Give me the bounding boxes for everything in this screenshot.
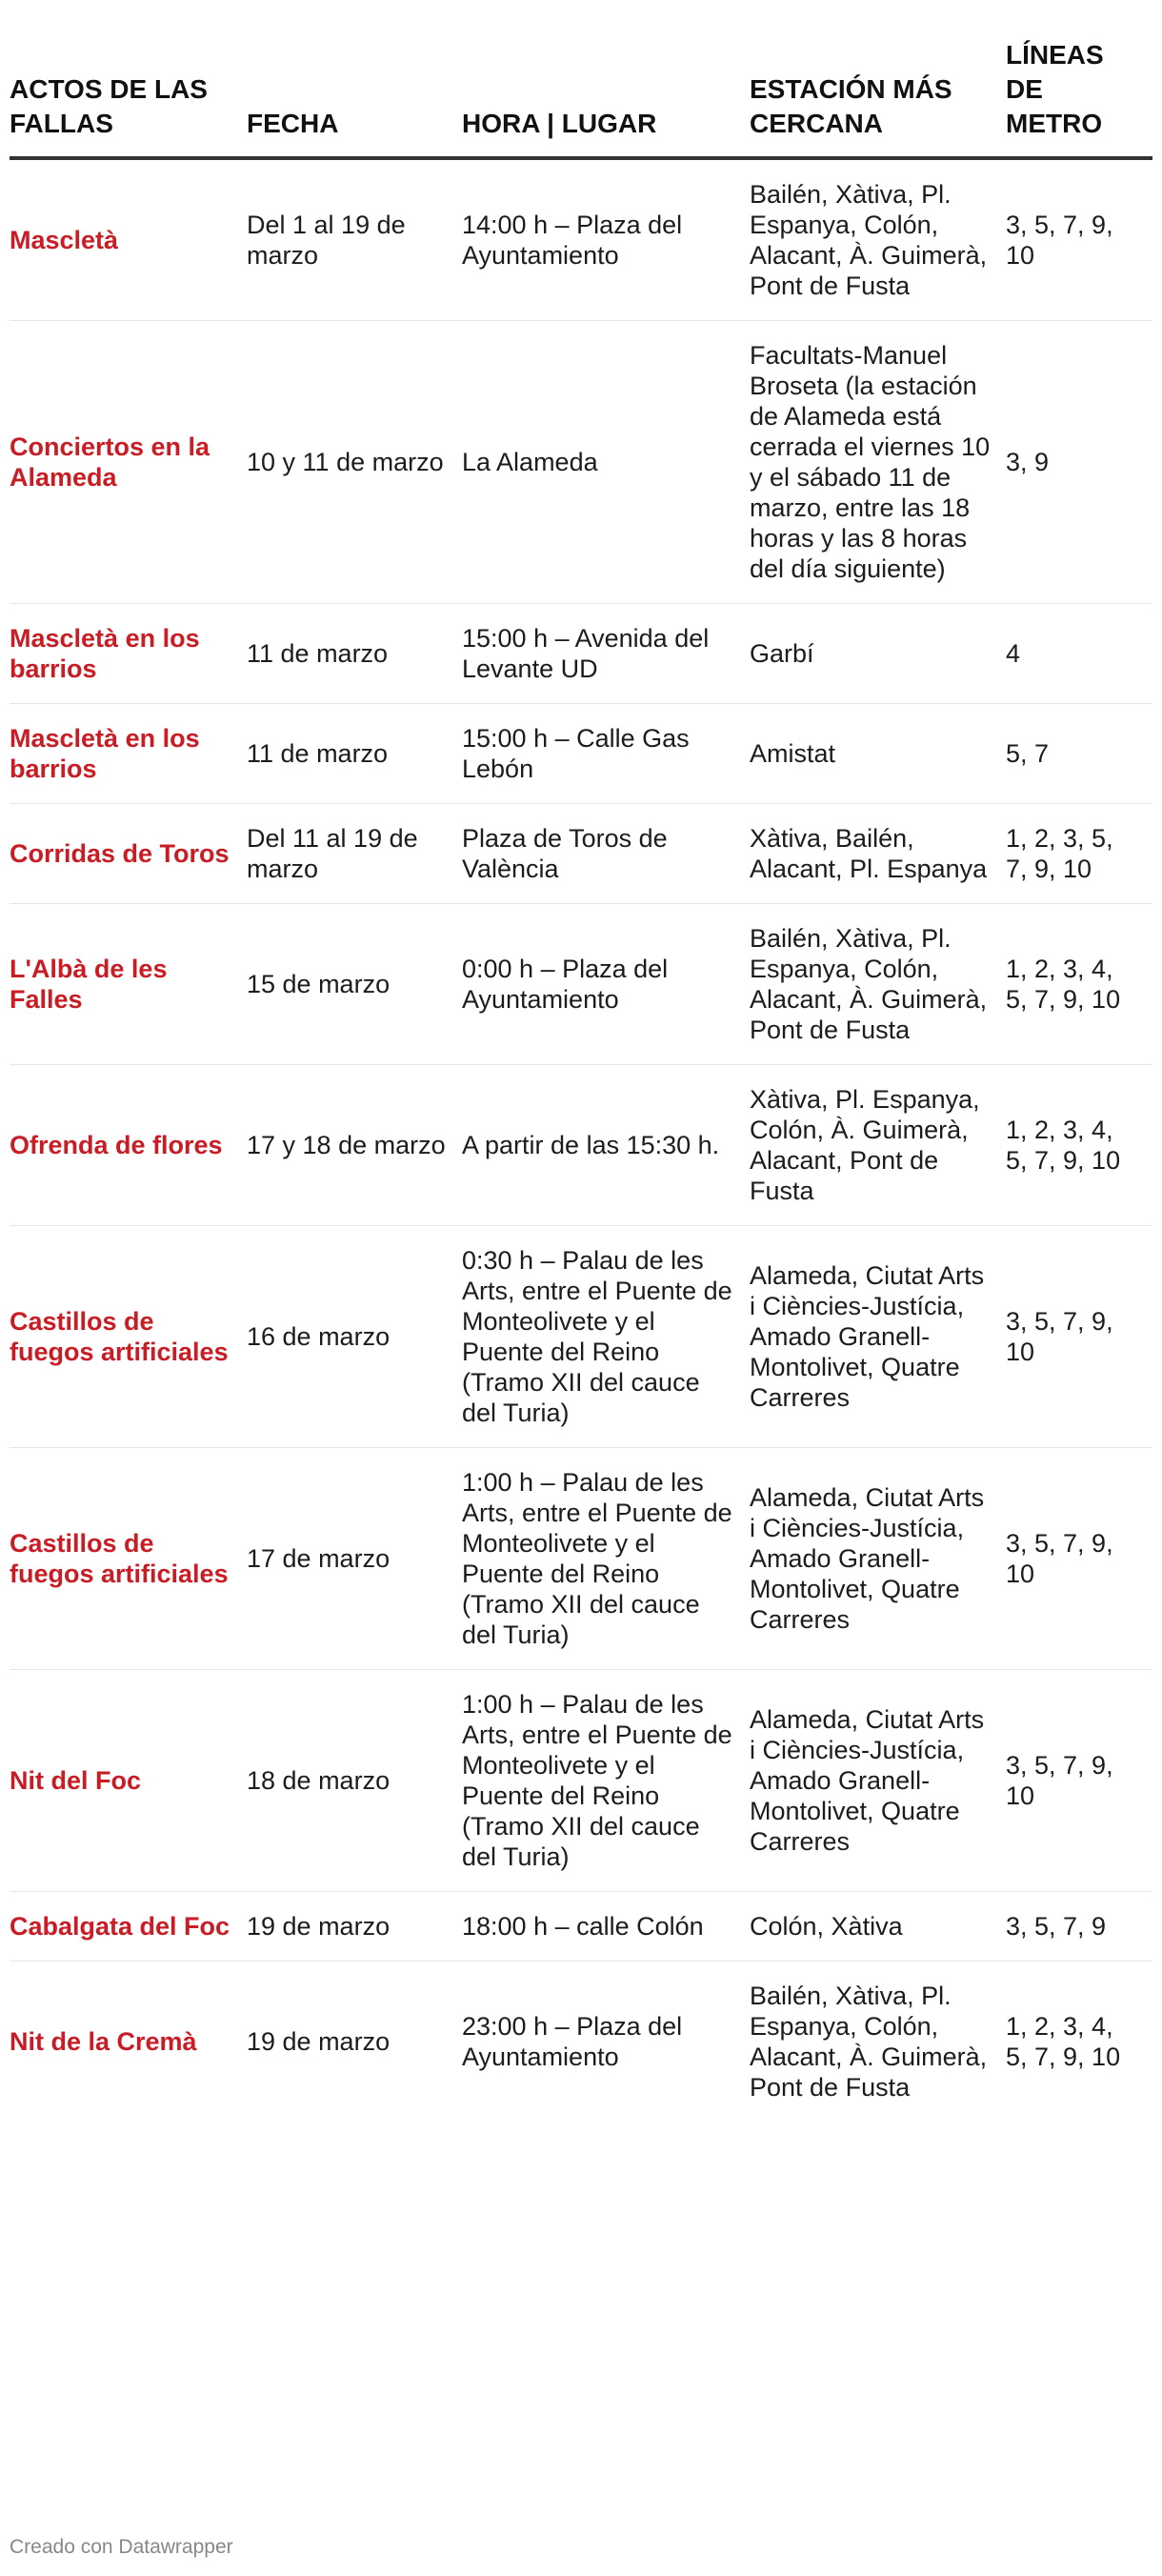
cell-estacion: Bailén, Xàtiva, Pl. Espanya, Colón, Alacant, À. Guimerà, Pont de Fusta <box>750 904 1006 1065</box>
table-row <box>10 604 1152 704</box>
cell-lineas: 3, 9 <box>1006 321 1152 604</box>
fallas-events-table <box>10 0 1152 2122</box>
cell-fecha: Del 1 al 19 de marzo <box>247 158 462 321</box>
cell-fecha: 11 de marzo <box>247 704 462 804</box>
table-row <box>10 1065 1152 1226</box>
cell-estacion: Alameda, Ciutat Arts i Ciències-Justícia, Amado Granell-Montolivet, Quatre Carreres <box>750 1670 1006 1892</box>
cell-acto: Corridas de Toros <box>10 804 247 904</box>
cell-lineas: 1, 2, 3, 4, 5, 7, 9, 10 <box>1006 2012 1121 2071</box>
cell-fecha: 18 de marzo <box>247 1670 462 1892</box>
header-hora-lugar: HORA | LUGAR <box>462 0 750 158</box>
cell-fecha: Del 11 al 19 de marzo <box>247 804 462 904</box>
cell-acto: Mascletà <box>10 158 247 321</box>
cell-lineas: 1, 2, 3, 4, 5, 7, 9, 10 <box>1006 1065 1152 1226</box>
table-row <box>10 904 1152 1065</box>
cell-fecha: 19 de marzo <box>247 1892 462 1962</box>
cell-acto: Mascletà en los barrios <box>10 704 247 804</box>
table-row <box>10 1448 1152 1670</box>
table-header <box>10 0 1152 158</box>
cell-hora-lugar: 0:30 h – Palau de les Arts, entre el Puente de Monteolivete y el Puente del Reino (Tramo XII del cauce del Turia) <box>462 1226 750 1448</box>
cell-hora-lugar: 18:00 h – calle Colón <box>462 1892 750 1962</box>
cell-acto: Mascletà en los barrios <box>10 604 247 704</box>
table-body <box>10 158 1152 2122</box>
cell-acto: L'Albà de les Falles <box>10 904 247 1065</box>
cell-fecha: 17 de marzo <box>247 1448 462 1670</box>
cell-hora-lugar: 1:00 h – Palau de les Arts, entre el Puente de Monteolivete y el Puente del Reino (Tramo XII del cauce del Turia) <box>462 1448 750 1670</box>
cell-fecha: 11 de marzo <box>247 604 462 704</box>
cell-lineas: 3, 5, 7, 9, 10 <box>1006 1670 1152 1892</box>
header-actos: ACTOS DE LAS FALLAS <box>10 0 247 158</box>
cell-fecha: 19 de marzo <box>247 2027 391 2056</box>
table-row <box>10 1670 1152 1892</box>
cell-hora-lugar: 15:00 h – Avenida del Levante UD <box>462 604 750 704</box>
cell-lineas: 3, 5, 7, 9, 10 <box>1006 1448 1152 1670</box>
cell-estacion: Facultats-Manuel Broseta (la estación de Alameda está cerrada el viernes 10 y el sábado 11 de marzo, entre las 18 horas y las 8 horas del día siguiente) <box>750 321 1006 604</box>
cell-fecha: 10 y 11 de marzo <box>247 321 462 604</box>
cell-lineas: 3, 5, 7, 9, 10 <box>1006 1226 1152 1448</box>
cell-fecha: 15 de marzo <box>247 904 462 1065</box>
header-fecha: FECHA <box>247 0 462 158</box>
cell-hora-lugar: 1:00 h – Palau de les Arts, entre el Puente de Monteolivete y el Puente del Reino (Tramo XII del cauce del Turia) <box>462 1670 750 1892</box>
events-table-container <box>10 0 1152 2122</box>
cell-estacion: Alameda, Ciutat Arts i Ciències-Justícia, Amado Granell-Montolivet, Quatre Carreres <box>750 1226 1006 1448</box>
cell-estacion: Amistat <box>750 704 1006 804</box>
cell-hora-lugar: 15:00 h – Calle Gas Lebón <box>462 704 750 804</box>
table-row <box>10 804 1152 904</box>
cell-lineas: 3, 5, 7, 9, 10 <box>1006 158 1152 321</box>
cell-hora-lugar: La Alameda <box>462 321 750 604</box>
cell-acto: Nit de la Cremà <box>10 2027 197 2056</box>
cell-fecha: 16 de marzo <box>247 1226 462 1448</box>
cell-hora-lugar: 0:00 h – Plaza del Ayuntamiento <box>462 904 750 1065</box>
table-row <box>10 704 1152 804</box>
cell-acto: Castillos de fuegos artificiales <box>10 1448 247 1670</box>
cell-acto: Nit del Foc <box>10 1670 247 1892</box>
table-row <box>10 158 1152 321</box>
cell-estacion: Xàtiva, Pl. Espanya, Colón, À. Guimerà, Alacant, Pont de Fusta <box>750 1065 1006 1226</box>
cell-acto: Castillos de fuegos artificiales <box>10 1226 247 1448</box>
cell-acto: Ofrenda de flores <box>10 1065 247 1226</box>
header-estacion: ESTACIÓN MÁS CERCANA <box>750 0 1006 158</box>
table-row <box>10 321 1152 604</box>
cell-hora-lugar: 14:00 h – Plaza del Ayuntamiento <box>462 158 750 321</box>
cell-lineas: 3, 5, 7, 9 <box>1006 1892 1152 1962</box>
table-row <box>10 1892 1152 1962</box>
cell-lineas: 5, 7 <box>1006 704 1152 804</box>
cell-lineas: 4 <box>1006 604 1152 704</box>
cell-hora-lugar: Plaza de Toros de València <box>462 804 750 904</box>
cell-estacion: Alameda, Ciutat Arts i Ciències-Justícia, Amado Granell-Montolivet, Quatre Carreres <box>750 1448 1006 1670</box>
table-row <box>10 1962 1152 2123</box>
cell-fecha: 17 y 18 de marzo <box>247 1065 462 1226</box>
cell-acto: Cabalgata del Foc <box>10 1892 247 1962</box>
table-row <box>10 1226 1152 1448</box>
cell-hora-lugar: A partir de las 15:30 h. <box>462 1065 750 1226</box>
cell-acto: Conciertos en la Alameda <box>10 321 247 604</box>
cell-estacion: Garbí <box>750 604 1006 704</box>
cell-estacion: Bailén, Xàtiva, Pl. Espanya, Colón, Alacant, À. Guimerà, Pont de Fusta <box>750 1982 988 2102</box>
cell-lineas: 1, 2, 3, 5, 7, 9, 10 <box>1006 804 1152 904</box>
cell-hora-lugar: 23:00 h – Plaza del Ayuntamiento <box>462 2012 683 2071</box>
datawrapper-credit: Creado con Datawrapper <box>10 2536 233 2558</box>
cell-lineas: 1, 2, 3, 4, 5, 7, 9, 10 <box>1006 904 1152 1065</box>
cell-estacion: Bailén, Xàtiva, Pl. Espanya, Colón, Alacant, À. Guimerà, Pont de Fusta <box>750 158 1006 321</box>
header-lineas: LÍNEAS DE METRO <box>1006 0 1152 158</box>
cell-estacion: Xàtiva, Bailén, Alacant, Pl. Espanya <box>750 804 1006 904</box>
cell-estacion: Colón, Xàtiva <box>750 1892 1006 1962</box>
table-header-row <box>10 0 1152 158</box>
